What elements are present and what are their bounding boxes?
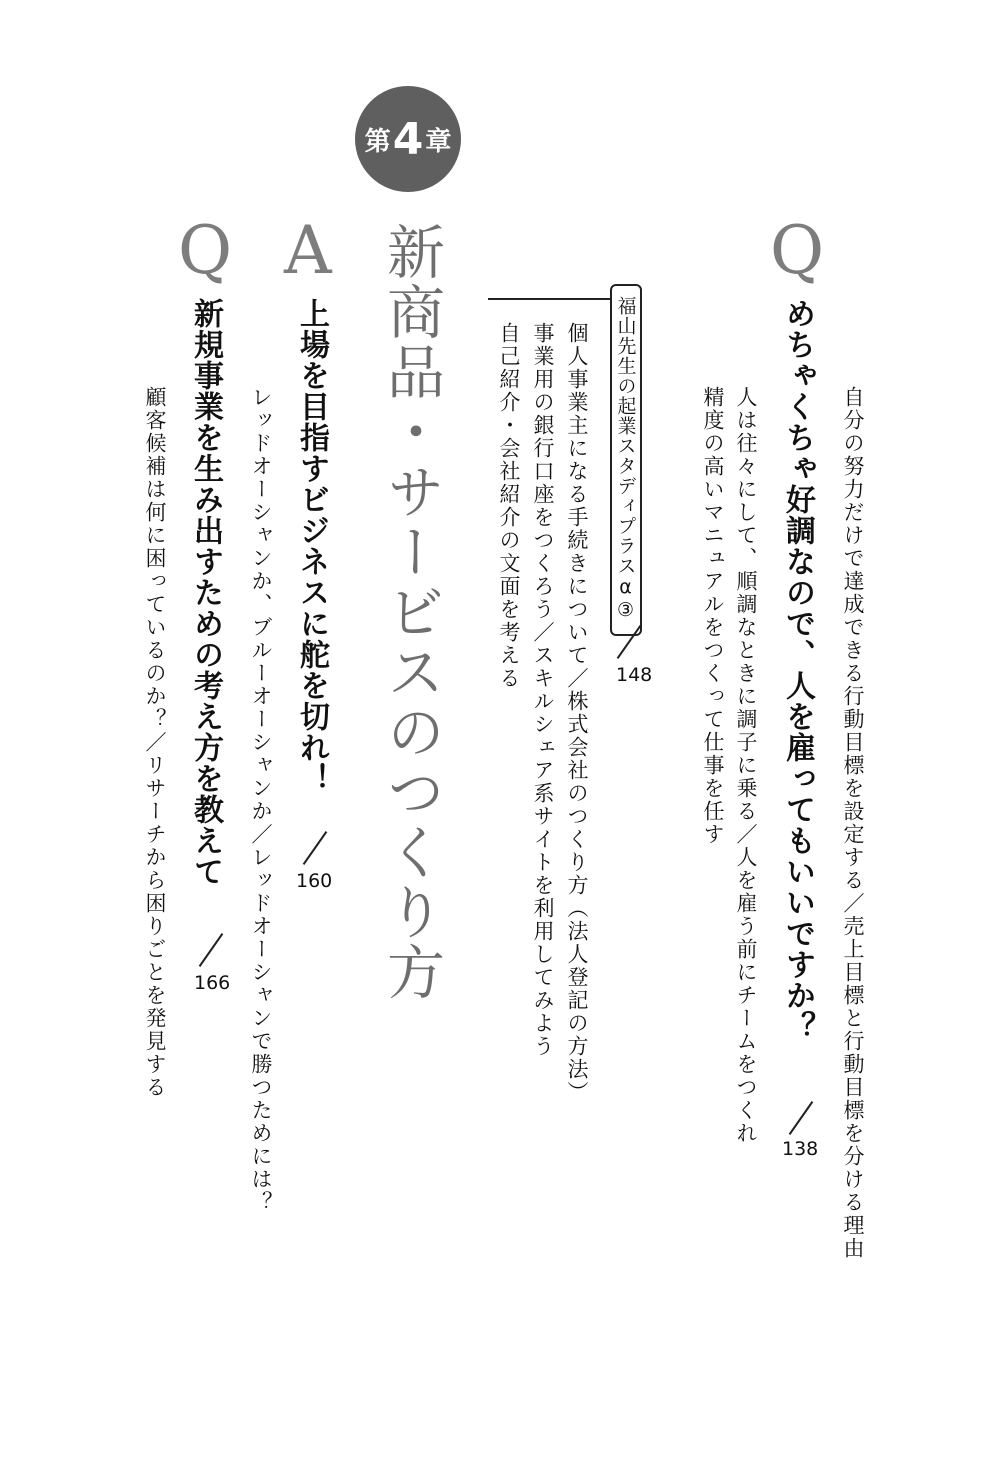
a1-page-number: 160 — [296, 870, 333, 892]
plus-subtopic-1: 個人事業主になる手続きについて／株式会社のつくり方（法人登記の方法） — [565, 322, 589, 1104]
q2-page-slash — [199, 933, 224, 967]
chapter-title: 新商品・サービスのつくり方 — [377, 222, 445, 1002]
chapter-badge — [355, 86, 461, 192]
q1-page-number: 138 — [782, 1138, 819, 1160]
a1-title: 上場を目指すビジネスに舵を切れ！ — [294, 298, 329, 794]
q2-letter: Q — [178, 212, 233, 289]
q1-title: めちゃくちゃ好調なので、人を雇ってもいいですか？ — [780, 298, 815, 1042]
q2-subtopic-1: 顧客候補は何に困っているのか？／リサーチから困りごとを発見する — [143, 386, 167, 1099]
chapter-prefix: 第 — [364, 126, 391, 157]
plus-subtopic-2: 事業用の銀行口座をつくろう／スキルシェア系サイトを利用してみよう — [531, 322, 555, 1058]
q1-subtopic-1: 自分の努力だけで達成できる行動目標を設定する／売上目標と行動目標を分ける理由 — [841, 386, 865, 1260]
chapter-suffix: 章 — [425, 126, 452, 157]
a1-letter: A — [284, 212, 332, 289]
plus-page-number: 148 — [616, 664, 653, 686]
q1-subtopic-2: 人は往々にして、順調なときに調子に乗る／人を雇う前にチームをつくれ — [734, 386, 758, 1145]
q2-page-number: 166 — [194, 972, 231, 994]
plus-subtopic-3: 自己紹介・会社紹介の文面を考える — [497, 322, 521, 690]
q1-letter: Q — [770, 212, 825, 289]
chapter-number: 4 — [392, 113, 424, 165]
plus-alpha-box — [610, 284, 642, 636]
q1-subtopic-3: 精度の高いマニュアルをつくって仕事を任す — [701, 386, 725, 846]
plus-connector-line — [488, 298, 610, 300]
a1-page-slash — [303, 831, 328, 865]
plus-alpha-label: 福山先生の起業スタディプラスα③ — [614, 296, 637, 622]
q1-page-slash — [789, 1101, 814, 1135]
q2-title: 新規事業を生み出すための考え方を教えて — [188, 298, 223, 887]
a1-subtopic-1: レッドオーシャンか、ブルーオーシャンか／レッドオーシャンで勝つためには？ — [249, 386, 273, 1214]
